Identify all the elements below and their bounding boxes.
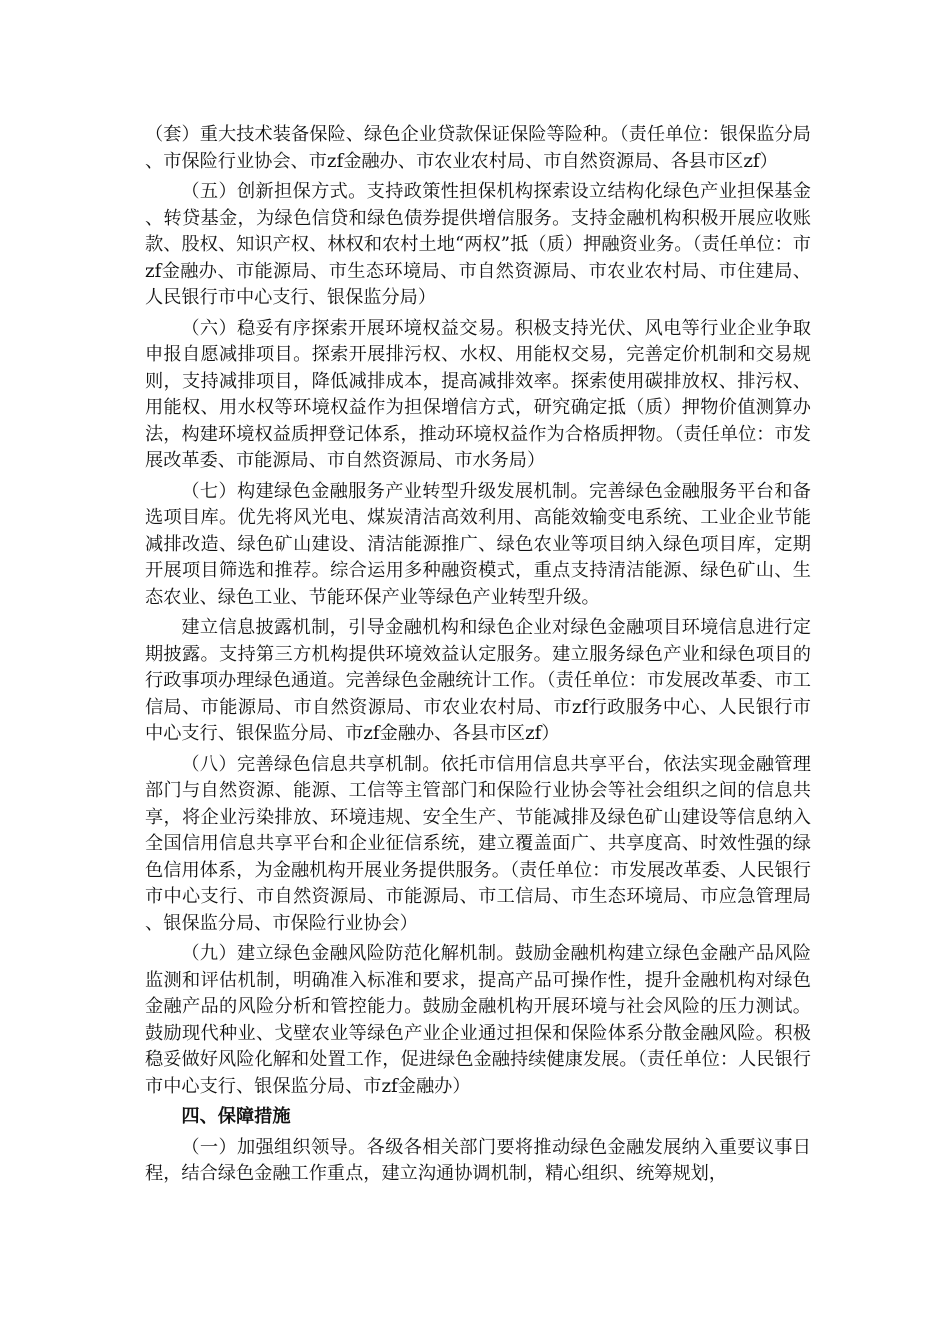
paragraph-information-sharing: （八）完善绿色信息共享机制。依托市信用信息共享平台，依法实现金融管理部门与自然资源、能源、工信等主管部门和保险行业协会等社会组织之间的信息共享，将企业污染排放、环境违规、安全生产、节能减排及绿色矿山建设等信息纳入全国信用信息共享平台和企业征信系统，建立覆盖面广、共享度高、时效性强的绿色信用体系，为金融机构开展业务提供服务。（责任单位：市发展改革委、人民银行市中心支行、市自然资源局、市能源局、市工信局、市生态环境局、市应急管理局、银保监分局、市保险行业协会） bbox=[145, 753, 811, 934]
section-heading: 四、保障措施 bbox=[181, 1106, 291, 1127]
paragraph-information-disclosure: 建立信息披露机制，引导金融机构和绿色企业对绿色金融项目环境信息进行定期披露。支持第三方机构提供环境效益认定服务。建立服务绿色产业和绿色项目的行政事项办理绿色通道。完善绿色金融统计工作。（责任单位：市发展改革委、市工信局、市能源局、市自然资源局、市农业农村局、市zf行政服务中心、人民银行市中心支行、银保监分局、市zf金融办、各县市区zf） bbox=[145, 617, 811, 744]
document-body bbox=[145, 122, 811, 1192]
paragraph-risk-prevention: （九）建立绿色金融风险防范化解机制。鼓励金融机构建立绿色金融产品风险监测和评估机制，明确准入标准和要求，提高产品可操作性，提升金融机构对绿色金融产品的风险分析和管控能力。鼓励金融机构开展环境与社会风险的压力测试。鼓励现代种业、戈壁农业等绿色产业企业通过担保和保险体系分散金融风险。积极稳妥做好风险化解和处置工作，促进绿色金融持续健康发展。（责任单位：人民银行市中心支行、银保监分局、市zf金融办） bbox=[145, 943, 811, 1097]
paragraph-insurance-continuation: （套）重大技术装备保险、绿色企业贷款保证保险等险种。（责任单位：银保监分局、市保险行业协会、市zf金融办、市农业农村局、市自然资源局、各县市区zf） bbox=[145, 124, 811, 172]
paragraph-guarantee-methods: （五）创新担保方式。支持政策性担保机构探索设立结构化绿色产业担保基金、转贷基金，为绿色信贷和绿色债券提供增信服务。支持金融机构积极开展应收账款、股权、知识产权、林权和农村土地“两权”抵（质）押融资业务。（责任单位：市zf金融办、市能源局、市生态环境局、市自然资源局、市农业农村局、市住建局、人民银行市中心支行、银保监分局） bbox=[145, 181, 811, 308]
paragraph-industry-transformation: （七）构建绿色金融服务产业转型升级发展机制。完善绿色金融服务平台和备选项目库。优先将风光电、煤炭清洁高效利用、高能效输变电系统、工业企业节能减排改造、绿色矿山建设、清洁能源推广、绿色农业等项目纳入绿色项目库，定期开展项目筛选和推荐。综合运用多种融资模式，重点支持清洁能源、绿色矿山、生态农业、绿色工业、节能环保产业等绿色产业转型升级。 bbox=[145, 480, 811, 608]
paragraph-organizational-leadership: （一）加强组织领导。各级各相关部门要将推动绿色金融发展纳入重要议事日程，结合绿色金融工作重点，建立沟通协调机制，精心组织、统筹规划， bbox=[145, 1136, 811, 1184]
paragraph-environmental-rights-trading: （六）稳妥有序探索开展环境权益交易。积极支持光伏、风电等行业企业争取申报自愿减排项目。探索开展排污权、水权、用能权交易，完善定价机制和交易规则，支持减排项目，降低减排成本，提高减排效率。探索使用碳排放权、排污权、用能权、用水权等环境权益作为担保增信方式，研究确定抵（质）押物价值测算办法，构建环境权益质押登记体系，推动环境权益作为合格质押物。（责任单位：市发展改革委、市能源局、市自然资源局、市水务局） bbox=[145, 317, 811, 471]
